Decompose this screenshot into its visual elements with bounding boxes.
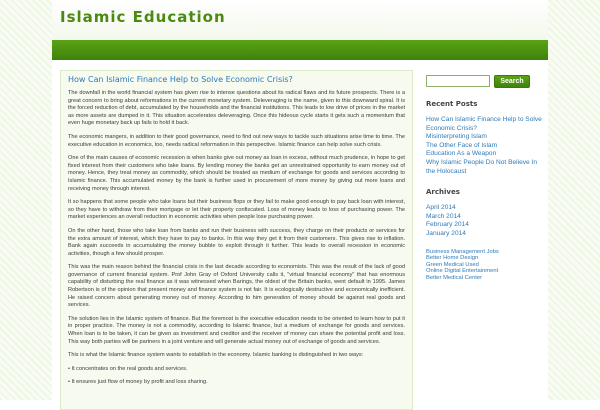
- post-paragraph: One of the main causes of economic recession is when banks give out money as loan in excess, without much prudence, in hope to get fixed interest from their customers who take loans. By lending money the banks get an unrestrained opportunity to earn money out of money. Hence, they treat money as commodity, which should be treated as medium of exchange for goods and services according to Islamic finance. This accumulated money by the bank is further used in procurement of more money by giving out more loans and receiving money through interest.: [68, 155, 405, 192]
- recent-post-link[interactable]: Education As a Weapon: [426, 150, 497, 158]
- blogroll-link[interactable]: Better Home Design: [426, 255, 479, 262]
- archive-link[interactable]: February 2014: [426, 221, 469, 229]
- archive-link[interactable]: January 2014: [426, 229, 466, 237]
- sidebar: [426, 74, 544, 282]
- search-button[interactable]: Search: [494, 75, 530, 88]
- recent-post-link[interactable]: Misinterpreting Islam: [426, 133, 487, 141]
- post-title-link[interactable]: How Can Islamic Finance Help to Solve Economic Crisis?: [68, 75, 293, 84]
- blogroll-link[interactable]: Better Medical Center: [426, 274, 483, 281]
- archives-heading: Archives: [426, 188, 460, 197]
- site-title-link[interactable]: Islamic Education: [60, 8, 226, 26]
- recent-post-link[interactable]: How Can Islamic Finance Help to Solve Economic Crisis?: [426, 116, 542, 132]
- archive-link[interactable]: March 2014: [426, 212, 461, 220]
- post-paragraph: The solution lies in the Islamic system of finance. But the foremost is the executive education needs to be oriented to learn how to put it in proper practice. The money is not a commodity, according to Islamic finance, but a medium of exchange for goods and services. When loan is to be taken, it can be given as investment and creditor and the receiver of money can share the potential profit and loss. This way both parties will be partners in a joint venture and will generate actual money out of exchange of goods and services.: [68, 315, 405, 345]
- search-input[interactable]: [426, 75, 490, 87]
- archive-link[interactable]: April 2014: [426, 204, 456, 212]
- post-bullet: • It ensures just flow of money by profit and loss sharing.: [68, 379, 208, 386]
- post-paragraph: It so happens that some people who take loans but their business flops or they fail to make good enough to pay back loan with interest, so they have to withdraw from their mortgage or let their property confiscated. Loss of money leads to loss of purchasing power. The market experiences an overall reduction in economic activities when people lose purchasing power.: [68, 199, 405, 221]
- recent-posts-heading: Recent Posts: [426, 100, 478, 108]
- post-bullet: • It concentrates on the real goods and services.: [68, 365, 188, 372]
- navigation-bar: [52, 40, 548, 60]
- recent-posts-list: [426, 116, 544, 176]
- blogroll-link[interactable]: Green Medical Used: [426, 261, 479, 268]
- site-header: [52, 0, 548, 40]
- blogroll-list: [426, 249, 544, 282]
- post-content: [60, 70, 413, 410]
- page-container: [52, 60, 548, 400]
- blogroll-link[interactable]: Online Digital Entertainment: [426, 268, 499, 275]
- post-paragraph: On the other hand, those who take loan from banks and run their business with success, they charge on their products or services for the extra amount of interest, which they have to pay to banks. In this way they get it from their customers. This gives rise to inflation. Bank again succeeds in accumulating the money bubble to exploit through it further. This leads to overall recession in economic activities, though a few should prosper.: [68, 227, 405, 257]
- archives-list: [426, 204, 544, 238]
- post-paragraph: This is what the Islamic finance system wants to establish in the economy. Islamic banking is distinguished in two ways:: [68, 352, 364, 359]
- post-paragraph: This was the main reason behind the financial crisis in the last decade according to economists. This was the result of the lack of good governance of current financial system. Prof John Gray of Oxford University calls it, "virtual financial economy" that has enormous capability of disturbing the real finance as it was witnessed when Barings, the oldest of the Britain banks, went default in 1995. James Robertson is of the opinion that present money and finance system is not fair. It is ecologically destructive and economically inefficient. He raised concern about generating money out of money. According to him generation of money should be against real goods and services.: [68, 264, 405, 309]
- search-form: [426, 74, 544, 88]
- post-paragraph: The economic mangers, in addition to their good governance, need to find out new ways to tackle such situations arise time to time. The executive education in economics, too, needs radical reformation in this perspective. Islamic finance can help solve such crisis.: [68, 133, 405, 148]
- post-paragraph: The downfall in the world financial system has given rise to intense questions about its radical flaws and its future prospects. There is a great concern to bring about reformations in the current monetary system. Deleveraging is the name, given to this downward spiral. It is the forced reduction of debt, accumulated by the households and the financial institutions. This leads to low drive of prices in the market as more assets are dumped in it. This situation accelerates deleveraging. Once this hideous cycle starts it gets such a momentum that even huge monetary back up fails to hold it back.: [68, 90, 405, 127]
- recent-post-link[interactable]: The Other Face of Islam: [426, 141, 498, 149]
- blogroll-link[interactable]: Business Management Jobs: [426, 248, 499, 255]
- recent-post-link[interactable]: Why Islamic People Do Not Believe In the Holocaust: [426, 158, 538, 175]
